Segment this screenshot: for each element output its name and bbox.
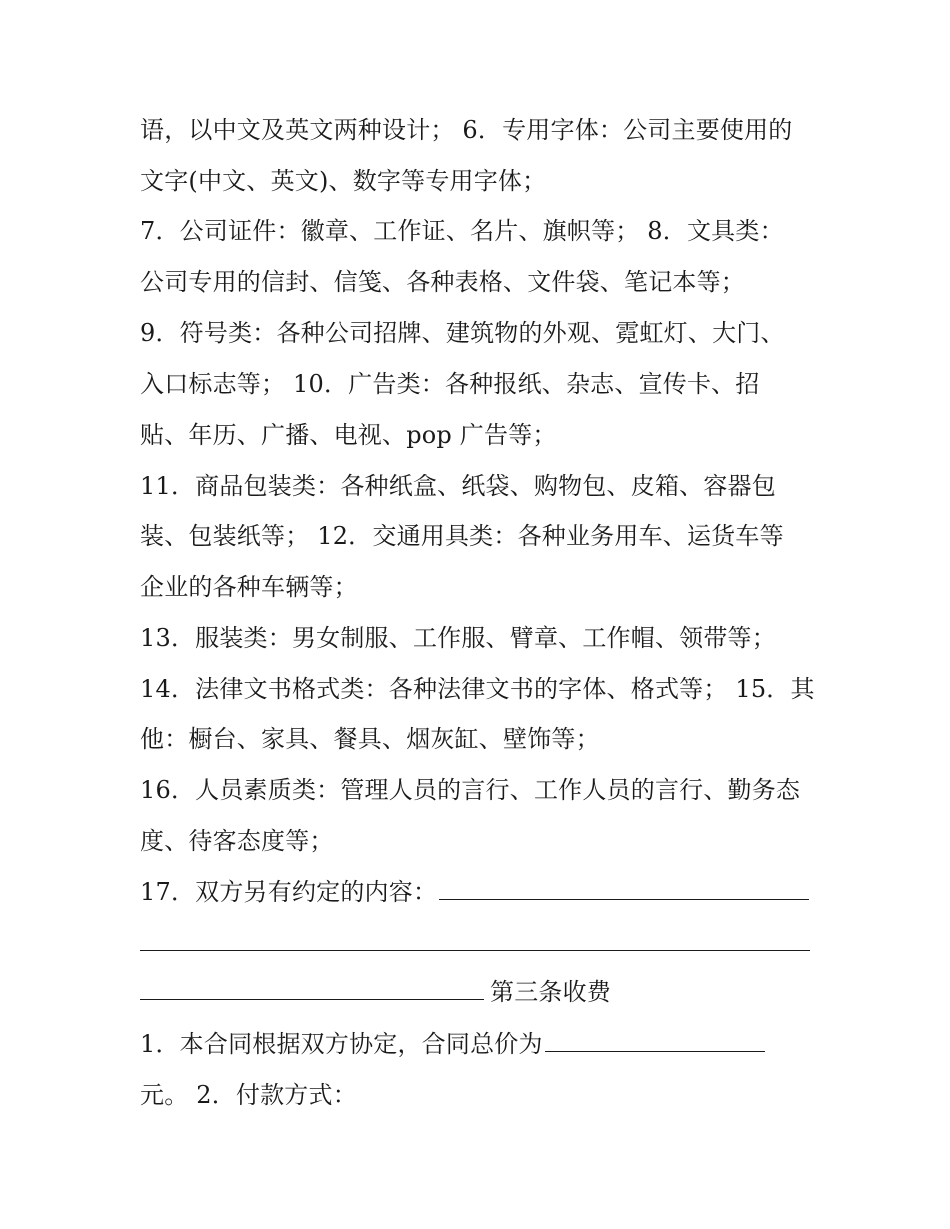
- text-line: 度、待客态度等；: [140, 827, 334, 855]
- fee-item-1-text: 1．本合同根据双方协定，合同总价为: [140, 1030, 543, 1058]
- item-17-label: 17．双方另有约定的内容：: [140, 878, 438, 906]
- section-3-title: 第三条收费: [490, 978, 611, 1006]
- fill-in-blank-full[interactable]: [140, 950, 810, 951]
- fill-in-blank[interactable]: [439, 877, 809, 900]
- text-line: 9．符号类：各种公司招牌、建筑物的外观、霓虹灯、大门、: [140, 319, 785, 347]
- text-line: 元。 2．付款方式：: [140, 1081, 357, 1109]
- item-17-line: [140, 875, 815, 909]
- text-line: 他：橱台、家具、餐具、烟灰缸、壁饰等；: [140, 725, 600, 753]
- text-line: 16．人员素质类：管理人员的言行、工作人员的言行、勤务态: [140, 776, 801, 804]
- text-line: 公司专用的信封、信笺、各种表格、文件袋、笔记本等；: [140, 268, 745, 296]
- text-line: 11．商品包装类：各种纸盒、纸袋、购物包、皮箱、容器包: [140, 472, 776, 500]
- text-line: 入口标志等； 10．广告类：各种报纸、杂志、宣传卡、招: [140, 370, 760, 398]
- total-price-blank[interactable]: [545, 1029, 765, 1052]
- text-line: 贴、年历、广播、电视、pop 广告等；: [140, 421, 557, 449]
- text-line: 文字(中文、英文)、数字等专用字体；: [140, 167, 547, 195]
- text-line: 企业的各种车辆等；: [140, 573, 358, 601]
- text-line: 7．公司证件：徽章、工作证、名片、旗帜等； 8．文具类：: [140, 217, 784, 245]
- text-line: 装、包装纸等； 12．交通用具类：各种业务用车、运货车等: [140, 522, 784, 550]
- text-line: 语，以中文及英文两种设计； 6．专用字体：公司主要使用的: [140, 116, 793, 144]
- section-3-line: [140, 975, 611, 1009]
- text-line: 14．法律文书格式类：各种法律文书的字体、格式等； 15．其: [140, 675, 815, 703]
- text-line: 13．服装类：男女制服、工作服、臂章、工作帽、领带等；: [140, 624, 776, 652]
- fee-item-1-line: [140, 1027, 771, 1061]
- fill-in-blank[interactable]: [140, 977, 484, 1000]
